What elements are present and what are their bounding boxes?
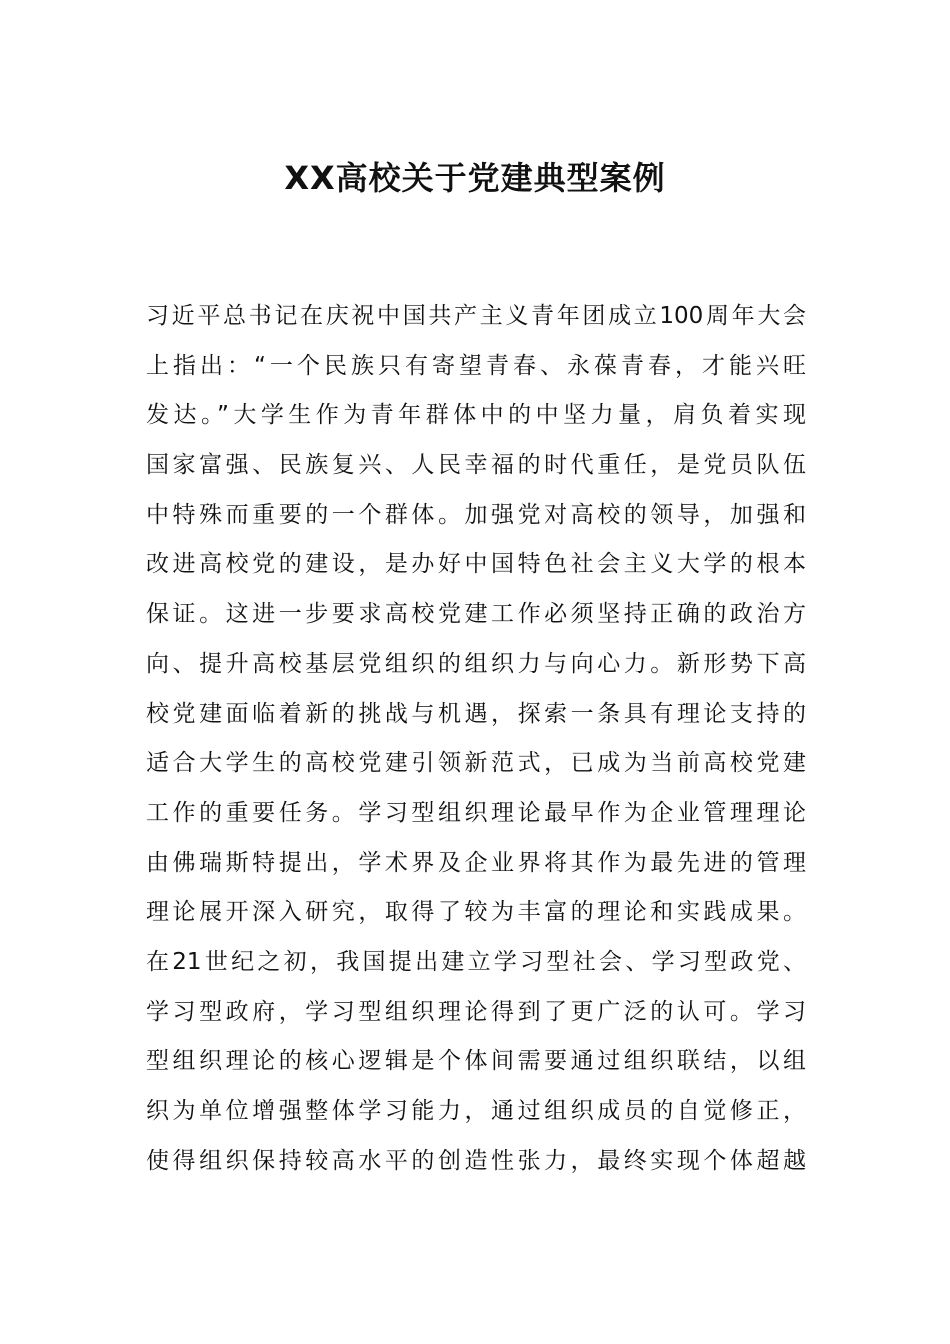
body-line: 织为单位增强整体学习能力，通过组织成员的自觉修正， bbox=[146, 1098, 806, 1124]
body-line: 由佛瑞斯特提出，学术界及企业界将其作为最先进的管理 bbox=[146, 849, 806, 876]
body-line: 校党建面临着新的挑战与机遇，探索一条具有理论支持的 bbox=[146, 700, 806, 727]
body-line: 向、提升高校基层党组织的组织力与向心力。新形势下高 bbox=[146, 650, 806, 677]
body-line: 理论展开深入研究，取得了较为丰富的理论和实践成果。 bbox=[146, 899, 806, 926]
body-line: 工作的重要任务。学习型组织理论最早作为企业管理理论 bbox=[146, 799, 806, 826]
body-line: 使得组织保持较高水平的创造性张力，最终实现个体超越 bbox=[146, 1147, 806, 1174]
body-line: 上指出：“一个民族只有寄望青春、永葆青春，才能兴旺 bbox=[146, 352, 806, 379]
body-line: 发达。”大学生作为青年群体中的中坚力量，肩负着实现 bbox=[146, 402, 806, 429]
body-line: 习近平总书记在庆祝中国共产主义青年团成立100周年大会 bbox=[146, 303, 806, 329]
body-line: 国家富强、民族复兴、人民幸福的时代重任，是党员队伍 bbox=[146, 452, 806, 479]
document-title: XX高校关于党建典型案例 bbox=[284, 159, 666, 197]
body-line: 适合大学生的高校党建引领新范式，已成为当前高校党建 bbox=[146, 750, 806, 777]
body-line: 在21世纪之初，我国提出建立学习型社会、学习型政党、 bbox=[146, 948, 806, 975]
body-line: 保证。这进一步要求高校党建工作必须坚持正确的政治方 bbox=[146, 601, 806, 628]
body-line: 学习型政府，学习型组织理论得到了更广泛的认可。学习 bbox=[146, 998, 806, 1025]
body-line: 中特殊而重要的一个群体。加强党对高校的领导，加强和 bbox=[146, 501, 806, 528]
body-line: 型组织理论的核心逻辑是个体间需要通过组织联结，以组 bbox=[146, 1048, 806, 1075]
document-body bbox=[146, 298, 806, 1192]
body-line: 改进高校党的建设，是办好中国特色社会主义大学的根本 bbox=[146, 551, 806, 578]
